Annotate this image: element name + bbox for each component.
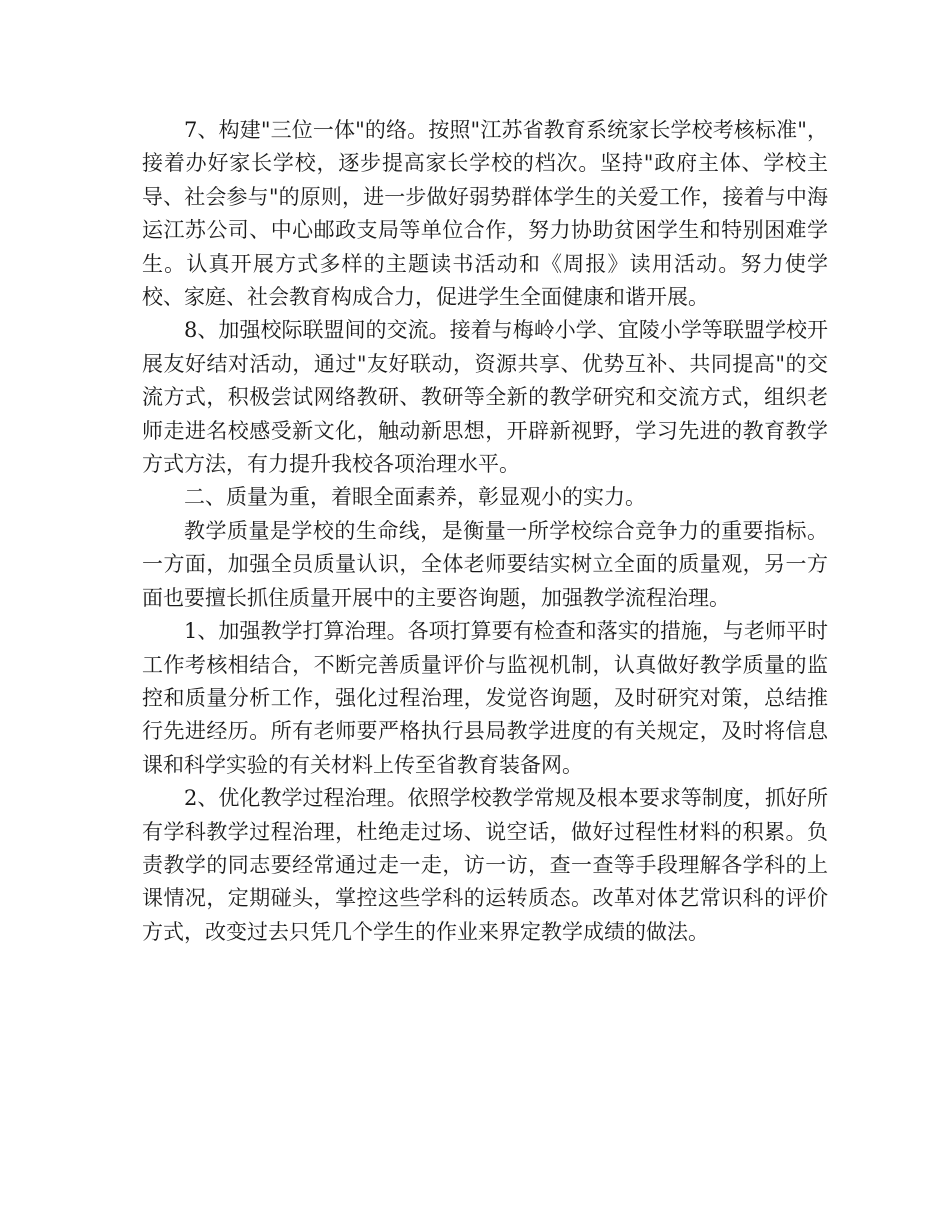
paragraph-teaching-process: 2、优化教学过程治理。依照学校教学常规及根本要求等制度，抓好所有学科教学过程治理，杜绝走过场、说空话，做好过程性材料的积累。负责教学的同志要经常通过走一走，访一访，查一查等手段理解各学科的上课情况，定期碰头，掌控这些学科的运转质态。改革对体艺常识科的评价方式，改变过去只凭几个学生的作业来界定教学成绩的做法。 xyxy=(142,786,828,944)
paragraph-school-alliance: 8、加强校际联盟间的交流。接着与梅岭小学、宜陵小学等联盟学校开展友好结对活动，通过"友好联动，资源共享、优势互补、共同提高"的交流方式，积极尝试网络教研、教研等全新的教学研究和交流方式，组织老师走进名校感受新文化，触动新思想，开辟新视野，学习先进的教育教学方式方法，有力提升我校各项治理水平。 xyxy=(142,318,828,477)
paragraph-teaching-quality: 教学质量是学校的生命线，是衡量一所学校综合竞争力的重要指标。一方面，加强全员质量认识，全体老师要结实树立全面的质量观，另一方面也要擅长抓住质量开展中的主要咨询题，加强教学流程治理。 xyxy=(142,518,828,610)
section-heading-quality: 二、质量为重，着眼全面素养，彰显观小的实力。 xyxy=(184,485,646,510)
paragraph-family-school-network: 7、构建"三位一体"的络。按照"江苏省教育系统家长学校考核标准"，接着办好家长学校，逐步提高家长学校的档次。坚持"政府主体、学校主导、社会参与"的原则，进一步做好弱势群体学生的关爱工作，接着与中海运江苏公司、中心邮政支局等单位合作，努力协助贫困学生和特别困难学生。认真开展方式多样的主题读书活动和《周报》读用活动。努力使学校、家庭、社会教育构成合力，促进学生全面健康和谐开展。 xyxy=(142,118,828,310)
document-body xyxy=(142,114,828,949)
paragraph-teaching-plan: 1、加强教学打算治理。各项打算要有检查和落实的措施，与老师平时工作考核相结合，不断完善质量评价与监视机制，认真做好教学质量的监控和质量分析工作，强化过程治理，发觉咨询题，及时研究对策，总结推行先进经历。所有老师要严格执行县局教学进度的有关规定，及时将信息课和科学实验的有关材料上传至省教育装备网。 xyxy=(142,619,828,777)
